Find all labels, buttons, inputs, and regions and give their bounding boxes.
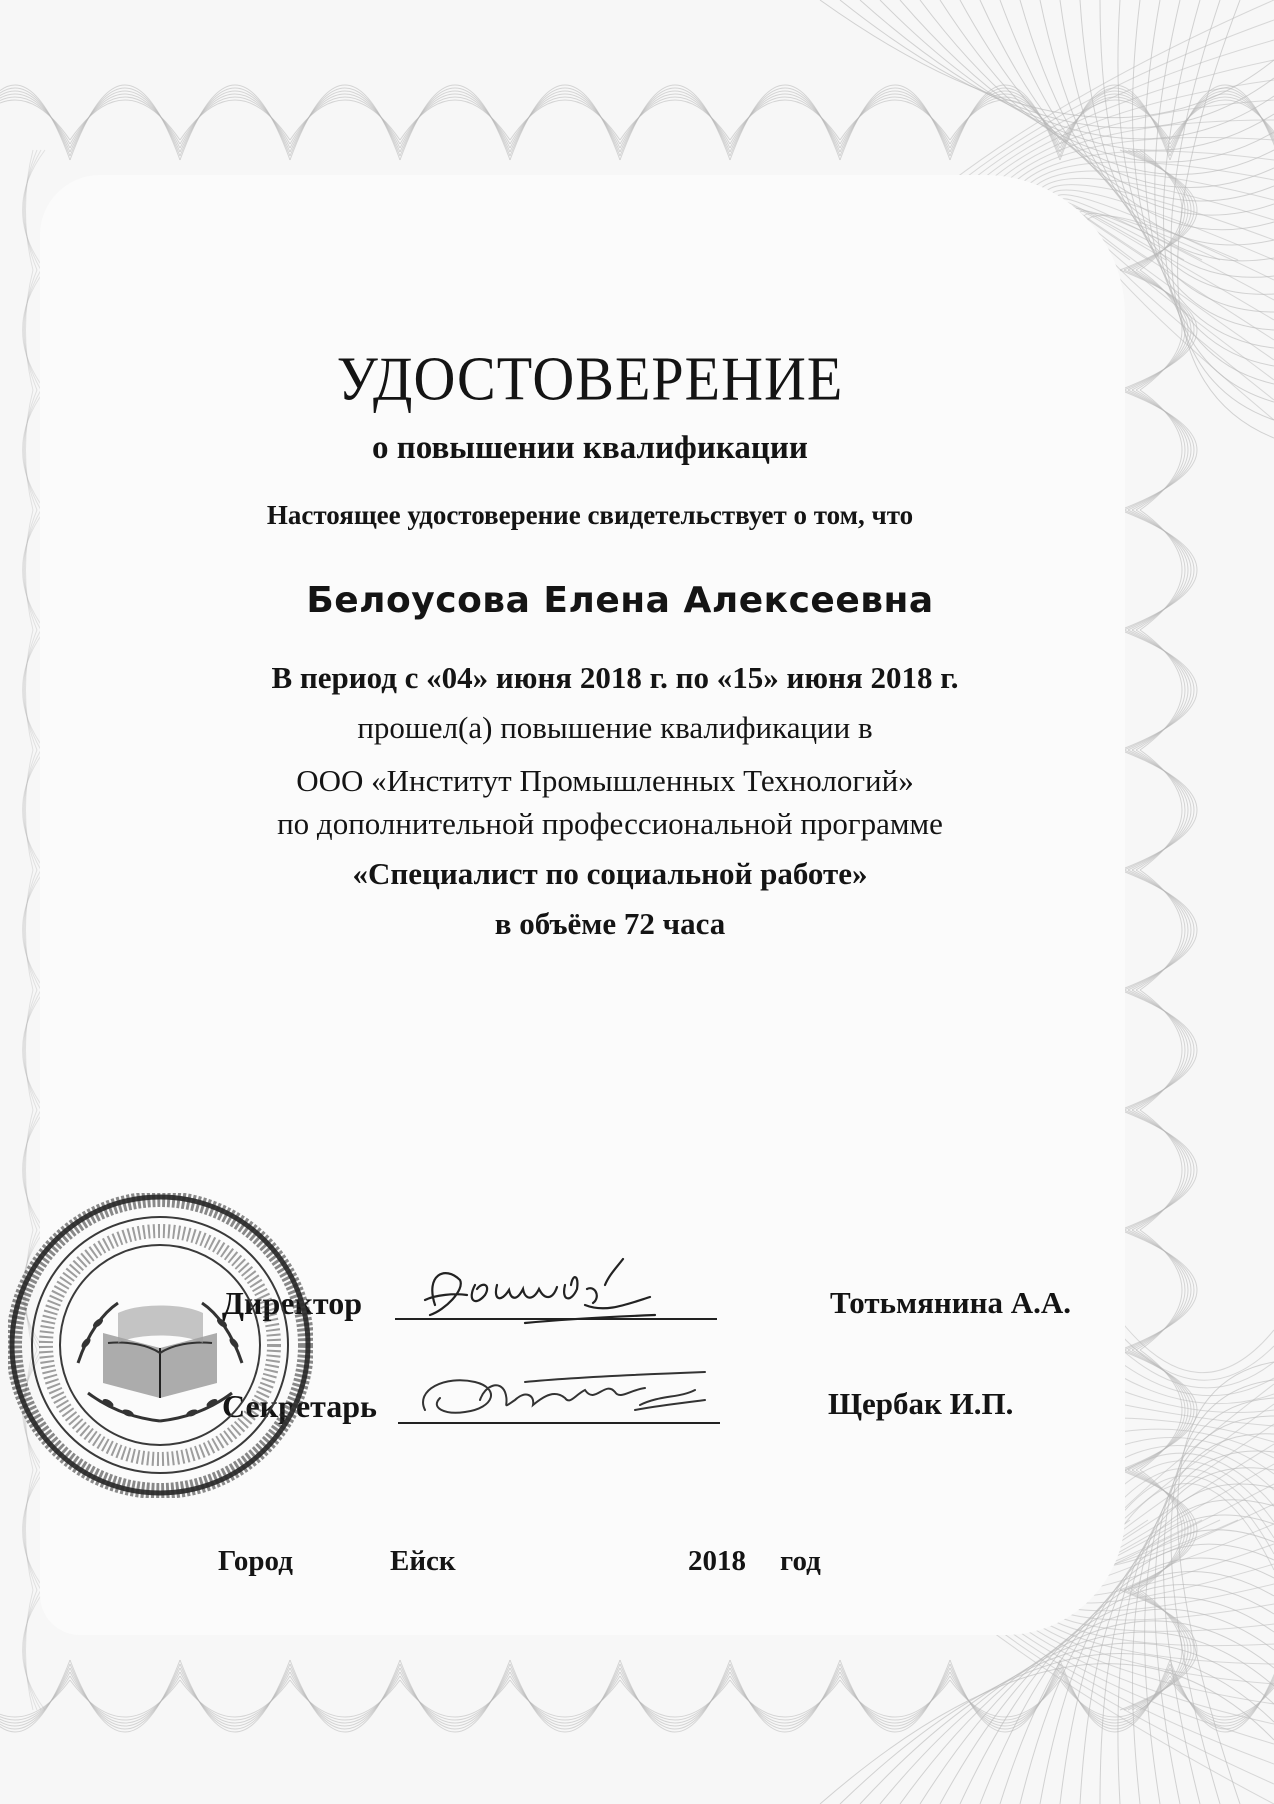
city-label: Город	[218, 1545, 293, 1577]
secretary-signature	[405, 1360, 725, 1430]
organization-seal	[8, 1193, 313, 1498]
certificate-title: УДОСТОВЕРЕНИЕ	[336, 343, 844, 414]
director-name: Тотьмянина А.А.	[830, 1285, 1071, 1320]
secretary-label: Секретарь	[222, 1388, 377, 1424]
secretary-name: Щербак И.П.	[828, 1386, 1014, 1421]
director-signature	[405, 1245, 665, 1335]
year-label: год	[780, 1545, 821, 1577]
training-period: В период с «04» июня 2018 г. по «15» июня 2018 г.	[271, 660, 959, 695]
director-label: Директор	[222, 1285, 362, 1321]
body-line-3: по дополнительной профессиональной программе	[277, 806, 943, 841]
issue-year: 2018	[688, 1545, 746, 1577]
program-name: «Специалист по социальной работе»	[352, 856, 868, 891]
program-hours: в объёме 72 часа	[494, 906, 726, 941]
city-value: Ейск	[390, 1545, 456, 1577]
certificate-subtitle: о повышении квалификации	[372, 430, 808, 466]
body-line-1: прошел(а) повышение квалификации в	[357, 710, 873, 745]
institution-name: ООО «Институт Промышленных Технологий»	[296, 763, 914, 798]
recipient-name: Белоусова Елена Алексеевна	[306, 580, 934, 621]
certificate-intro: Настоящее удостоверение свидетельствует о том, что	[266, 500, 914, 530]
